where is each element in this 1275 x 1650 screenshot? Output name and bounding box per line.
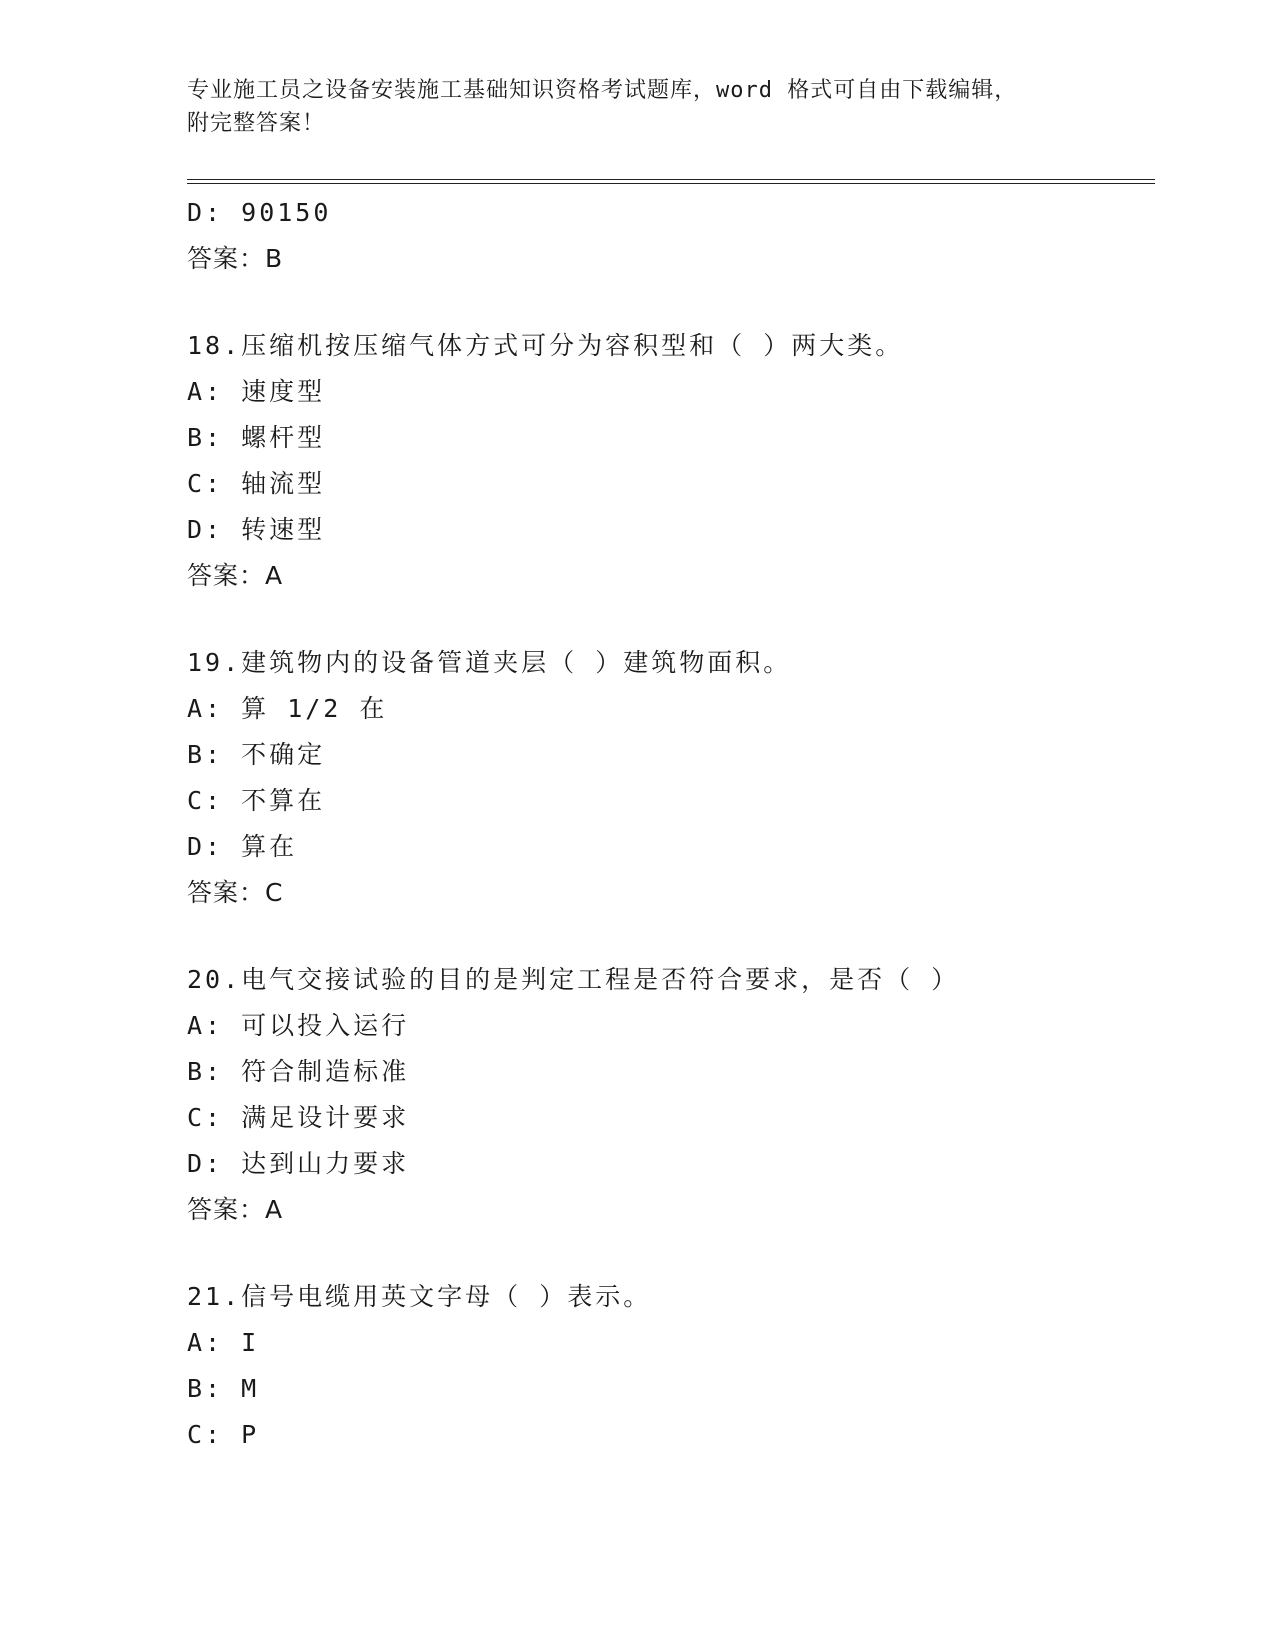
question-18: [187, 323, 1155, 599]
option-d: D: 转速型: [187, 515, 326, 544]
header-divider-bottom: [187, 183, 1155, 184]
option-a: A: 可以投入运行: [187, 1011, 410, 1040]
option-a: A: 速度型: [187, 377, 326, 406]
answer-line: 答案：A: [187, 561, 284, 590]
option-c: C: P: [187, 1420, 260, 1449]
option-c: C: 不算在: [187, 786, 326, 815]
option-a: A: I: [187, 1328, 260, 1357]
option-b: B: 螺杆型: [187, 423, 326, 452]
header-line-2: 附完整答案！: [187, 111, 326, 136]
answer-line: 答案：A: [187, 1195, 284, 1224]
option-d: D: 90150: [187, 198, 332, 227]
header-line-1: 专业施工员之设备安装施工基础知识资格考试题库，word 格式可自由下载编辑，: [187, 78, 1018, 103]
question-stem: 21.信号电缆用英文字母（ ）表示。: [187, 1282, 652, 1311]
question-19: [187, 640, 1155, 916]
option-b: B: 符合制造标准: [187, 1057, 410, 1086]
option-d: D: 算在: [187, 832, 298, 861]
header-divider-top: [187, 179, 1155, 180]
option-c: C: 满足设计要求: [187, 1103, 410, 1132]
answer-line: 答案：B: [187, 244, 284, 273]
option-b: B: 不确定: [187, 740, 326, 769]
option-b: B: M: [187, 1374, 260, 1403]
option-c: C: 轴流型: [187, 469, 326, 498]
option-a: A: 算 1/2 在: [187, 694, 388, 723]
question-list: [187, 190, 1155, 1458]
answer-line: 答案：C: [187, 878, 284, 907]
question-stem: 20.电气交接试验的目的是判定工程是否符合要求，是否（ ）: [187, 965, 960, 994]
question-stem: 18.压缩机按压缩气体方式可分为容积型和（ ）两大类。: [187, 331, 904, 360]
option-d: D: 达到山力要求: [187, 1149, 410, 1178]
question-stem: 19.建筑物内的设备管道夹层（ ）建筑物面积。: [187, 648, 792, 677]
document-header: [187, 74, 1087, 140]
question-20: [187, 957, 1155, 1233]
question-21: [187, 1274, 1155, 1458]
